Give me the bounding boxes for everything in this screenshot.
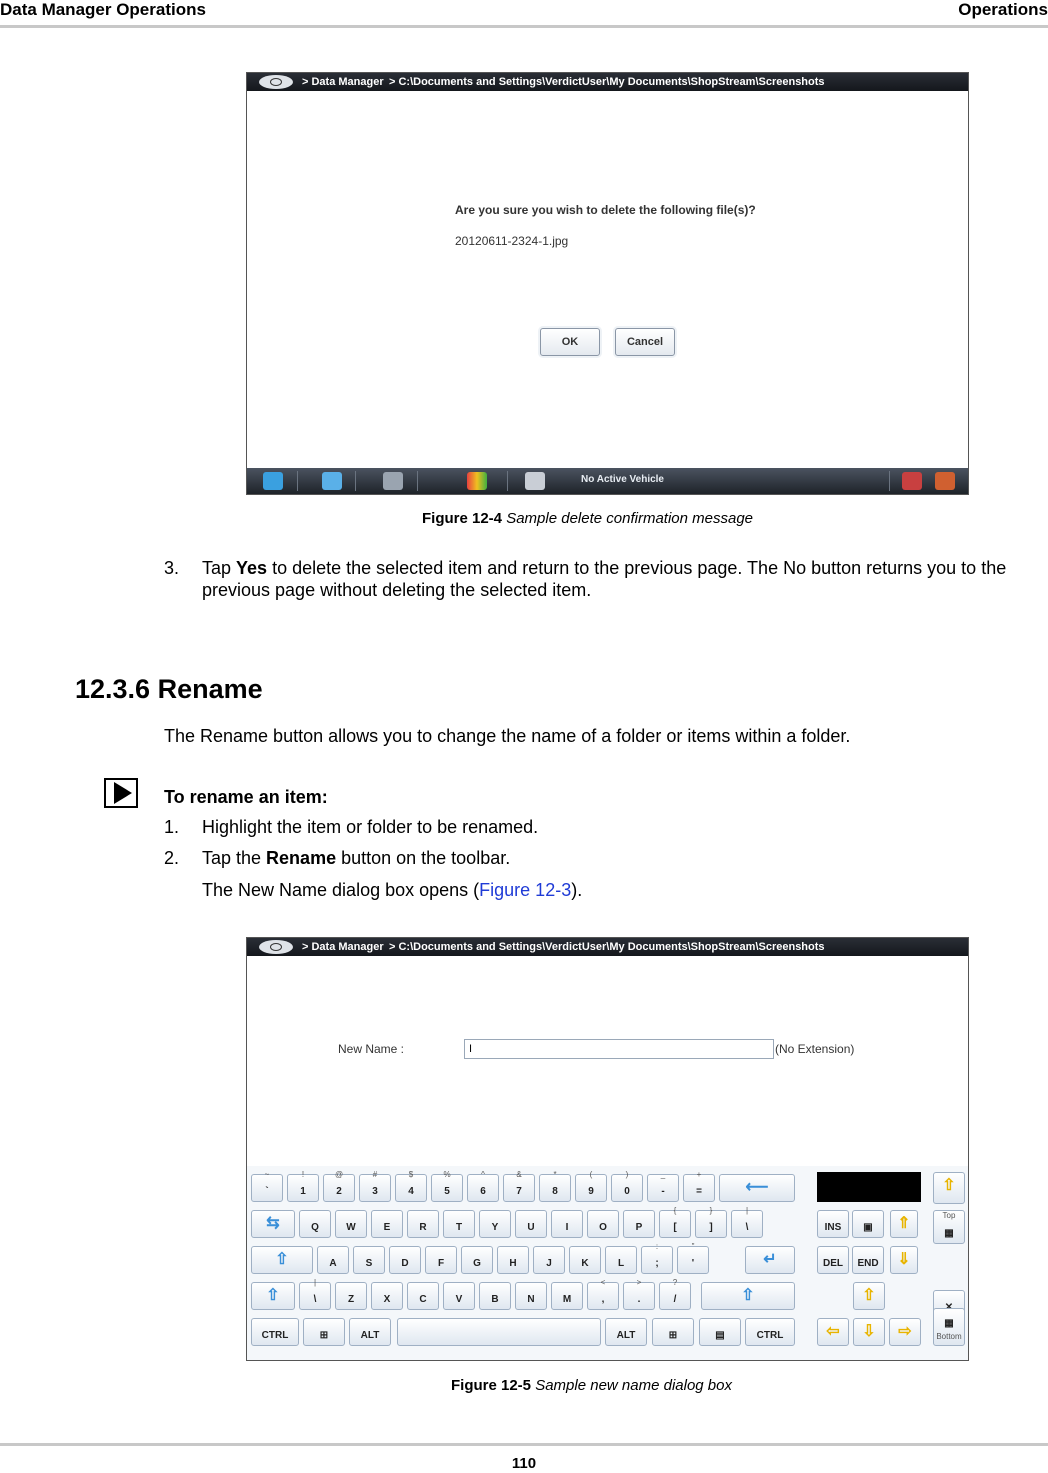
backspace-key[interactable]: ⟵ — [719, 1174, 795, 1202]
key-shift-char: } — [709, 1206, 713, 1215]
key-main-char: , — [601, 1294, 605, 1305]
right-alt-key[interactable]: ALT — [605, 1318, 647, 1346]
step-2-text — [202, 847, 510, 869]
scroll-up-key[interactable]: ⇑ — [890, 1210, 918, 1238]
key-main-char: [ — [673, 1222, 677, 1233]
caps-lock-key[interactable]: ⇧ — [251, 1246, 313, 1274]
key-shift-char: " — [691, 1242, 695, 1251]
key-v[interactable]: V — [443, 1282, 475, 1310]
step-text-start: Tap — [202, 558, 237, 578]
key-main-char: 9 — [588, 1186, 594, 1197]
key-k[interactable]: K — [569, 1246, 601, 1274]
figure-12-4-caption — [422, 510, 753, 527]
key-l[interactable]: L — [605, 1246, 637, 1274]
key-shift-char: % — [443, 1170, 451, 1179]
step-text-start: Tap the — [202, 848, 267, 868]
cancel-button[interactable]: Cancel — [615, 328, 675, 356]
key-shift-char: # — [372, 1170, 378, 1179]
caption-text: Sample delete confirmation message — [506, 510, 753, 527]
key-shift-char: | — [313, 1278, 317, 1287]
key-shift-char: < — [600, 1278, 606, 1287]
connection-icon[interactable] — [935, 472, 955, 490]
key-shift-char: $ — [408, 1170, 414, 1179]
key-6[interactable] — [467, 1170, 499, 1202]
key-sym[interactable] — [695, 1206, 727, 1238]
key-c[interactable]: C — [407, 1282, 439, 1310]
arrow-right-key[interactable]: ⇨ — [889, 1318, 921, 1346]
breadcrumb: > Data Manager — [302, 941, 384, 953]
top-label: Top — [942, 1211, 956, 1220]
result-text-end: ). — [571, 880, 583, 900]
step-text-end: button on the toolbar. — [336, 848, 511, 868]
key-shift-char: ) — [625, 1170, 629, 1179]
delete-filename: 20120611-2324-1.jpg — [455, 234, 569, 248]
snapon-logo-icon — [259, 940, 293, 954]
key-main-char: 1 — [300, 1186, 306, 1197]
wifi-icon[interactable] — [902, 472, 922, 490]
screenshot-key[interactable]: ▣ — [852, 1210, 884, 1238]
step-text-end: to delete the selected item and return to the previous page. The No button returns you to the previous page without deleting the selected item. — [202, 558, 1007, 600]
top-key[interactable]: Top ▦ — [933, 1210, 965, 1244]
key-5[interactable] — [431, 1170, 463, 1202]
breadcrumb-path: > C:\Documents and Settings\VerdictUser\My Documents\ShopStream\Screenshots — [389, 76, 825, 88]
key-p[interactable]: P — [623, 1210, 655, 1238]
vehicle-icon[interactable] — [525, 472, 545, 490]
bottom-label: Bottom — [936, 1332, 962, 1341]
new-name-input[interactable] — [464, 1039, 774, 1059]
key-sym[interactable] — [683, 1170, 715, 1202]
result-text-start: The New Name dialog box opens ( — [202, 880, 480, 900]
vehicle-status: No Active Vehicle — [581, 474, 664, 485]
onscreen-keyboard — [247, 1166, 968, 1360]
key-main-char: 6 — [480, 1186, 486, 1197]
key-main-char: ] — [709, 1222, 713, 1233]
key-b[interactable]: B — [479, 1282, 511, 1310]
key-sym[interactable] — [251, 1170, 283, 1202]
scanner-icon[interactable] — [322, 472, 342, 490]
key-u[interactable]: U — [515, 1210, 547, 1238]
key-sym[interactable] — [299, 1278, 331, 1310]
key-main-char: \ — [745, 1222, 749, 1233]
caption-text: Sample new name dialog box — [535, 1377, 732, 1394]
key-z[interactable]: Z — [335, 1282, 367, 1310]
taskbar-divider — [889, 471, 890, 491]
key-sym[interactable] — [641, 1242, 673, 1274]
key-r[interactable]: R — [407, 1210, 439, 1238]
running-header-right: Operations — [958, 0, 1048, 19]
home-icon[interactable] — [263, 472, 283, 490]
scroll-down-key[interactable]: ⇓ — [890, 1246, 918, 1274]
key-i[interactable]: I — [551, 1210, 583, 1238]
key-x[interactable]: X — [371, 1282, 403, 1310]
key-main-char: 0 — [624, 1186, 630, 1197]
left-shift-key[interactable]: ⇧ — [251, 1282, 295, 1310]
step-number: 3. — [164, 558, 180, 578]
page-up-key[interactable]: ⇧ — [933, 1172, 965, 1204]
page-number: 110 — [511, 1455, 537, 1472]
key-shift-char: ~ — [264, 1170, 270, 1179]
key-sym[interactable] — [659, 1206, 691, 1238]
step-3-text — [202, 557, 1034, 601]
keyboard-display — [817, 1172, 921, 1202]
rename-term: Rename — [266, 848, 337, 868]
key-sym[interactable] — [731, 1206, 763, 1238]
key-sym[interactable] — [659, 1278, 691, 1310]
key-sym[interactable] — [677, 1242, 709, 1274]
key-main-char: ; — [655, 1258, 659, 1269]
key-main-char: - — [661, 1186, 665, 1197]
step-number: 2. — [164, 848, 180, 868]
header-rule — [0, 25, 1048, 28]
ins-key[interactable]: INS — [817, 1210, 849, 1238]
figure-link[interactable]: Figure 12-3 — [479, 880, 572, 900]
ok-button[interactable]: OK — [540, 328, 600, 356]
key-9[interactable] — [575, 1170, 607, 1202]
key-main-char: 4 — [408, 1186, 414, 1197]
key-y[interactable]: Y — [479, 1210, 511, 1238]
key-shift-char: > — [636, 1278, 642, 1287]
bottom-key[interactable]: ▦ Bottom — [933, 1308, 965, 1346]
windows-key[interactable]: ⊞ — [652, 1318, 694, 1346]
key-0[interactable] — [611, 1170, 643, 1202]
key-a[interactable]: A — [317, 1246, 349, 1274]
step-1-text: Highlight the item or folder to be renamed. — [202, 817, 539, 837]
key-main-char: = — [696, 1186, 702, 1197]
key-shift-char: | — [745, 1206, 749, 1215]
figure-12-5-caption — [451, 1377, 732, 1394]
key-3[interactable] — [359, 1170, 391, 1202]
key-7[interactable] — [503, 1170, 535, 1202]
key-main-char: 2 — [336, 1186, 342, 1197]
left-ctrl-key[interactable]: CTRL — [251, 1318, 299, 1346]
breadcrumb: > Data Manager — [302, 76, 384, 88]
end-key[interactable]: END — [852, 1246, 884, 1274]
title-bar — [247, 73, 968, 91]
right-ctrl-key[interactable]: CTRL — [745, 1318, 795, 1346]
key-main-char: ' — [691, 1258, 695, 1269]
key-8[interactable] — [539, 1170, 571, 1202]
right-shift-key[interactable]: ⇧ — [701, 1282, 795, 1310]
key-d[interactable]: D — [389, 1246, 421, 1274]
key-main-char: 3 — [372, 1186, 378, 1197]
key-shift-char: ( — [589, 1170, 593, 1179]
key-q[interactable]: Q — [299, 1210, 331, 1238]
key-main-char: \ — [313, 1294, 317, 1305]
key-main-char: / — [673, 1294, 677, 1305]
yes-term: Yes — [236, 558, 268, 578]
key-main-char: 8 — [552, 1186, 558, 1197]
key-sym[interactable] — [623, 1278, 655, 1310]
meter-icon[interactable] — [467, 472, 487, 490]
key-sym[interactable] — [587, 1278, 619, 1310]
key-f[interactable]: F — [425, 1246, 457, 1274]
key-shift-char: @ — [334, 1170, 344, 1179]
key-shift-char: ? — [672, 1278, 678, 1287]
section-intro: The Rename button allows you to change the name of a folder or items within a folder. — [164, 726, 851, 746]
key-main-char: 7 — [516, 1186, 522, 1197]
key-o[interactable]: O — [587, 1210, 619, 1238]
procedure-title: To rename an item: — [164, 787, 328, 807]
left-alt-key[interactable]: ALT — [349, 1318, 391, 1346]
taskbar-divider — [507, 471, 508, 491]
taskbar-divider — [297, 471, 298, 491]
key-main-char: . — [637, 1294, 641, 1305]
key-h[interactable]: H — [497, 1246, 529, 1274]
caption-label: Figure 12-5 — [451, 1377, 532, 1394]
key-n[interactable]: N — [515, 1282, 547, 1310]
step-number: 1. — [164, 817, 180, 837]
taskbar-divider — [417, 471, 418, 491]
figure-new-name-dialog — [246, 937, 969, 1361]
key-shift-char: * — [553, 1170, 557, 1179]
new-name-label: New Name : — [338, 1042, 405, 1056]
key-shift-char: & — [516, 1170, 522, 1179]
delete-question: Are you sure you wish to delete the following file(s)? — [455, 203, 756, 217]
taskbar-divider — [355, 471, 356, 491]
key-e[interactable]: E — [371, 1210, 403, 1238]
footer-rule — [0, 1443, 1048, 1446]
arrow-up-key[interactable]: ⇧ — [853, 1282, 885, 1310]
snapon-logo-icon — [259, 75, 293, 89]
figure-delete-confirmation — [246, 72, 969, 495]
data-manager-icon[interactable] — [383, 472, 403, 490]
key-1[interactable] — [287, 1170, 319, 1202]
windows-key[interactable]: ⊞ — [303, 1318, 345, 1346]
arrow-left-key[interactable]: ⇦ — [817, 1318, 849, 1346]
key-shift-char: ! — [301, 1170, 305, 1179]
extension-note: (No Extension) — [775, 1042, 855, 1056]
key-t[interactable]: T — [443, 1210, 475, 1238]
arrow-down-key[interactable]: ⇩ — [853, 1318, 885, 1346]
key-sym[interactable] — [647, 1170, 679, 1202]
key-j[interactable]: J — [533, 1246, 565, 1274]
key-shift-char: + — [696, 1170, 702, 1179]
key-m[interactable]: M — [551, 1282, 583, 1310]
running-header-left: Data Manager Operations — [0, 0, 206, 19]
section-heading: 12.3.6 Rename — [75, 674, 263, 704]
caption-label: Figure 12-4 — [422, 510, 503, 527]
step-2-result — [202, 879, 582, 901]
key-shift-char: { — [673, 1206, 677, 1215]
key-4[interactable] — [395, 1170, 427, 1202]
procedure-arrow-icon — [104, 778, 138, 808]
key-shift-char: _ — [660, 1170, 666, 1179]
key-2[interactable] — [323, 1170, 355, 1202]
key-main-char: ` — [265, 1186, 269, 1197]
taskbar — [247, 468, 968, 494]
title-bar — [247, 938, 968, 956]
key-w[interactable]: W — [335, 1210, 367, 1238]
del-key[interactable]: DEL — [817, 1246, 849, 1274]
space-bar[interactable] — [397, 1318, 601, 1346]
enter-key[interactable]: ↵ — [745, 1246, 795, 1274]
key-g[interactable]: G — [461, 1246, 493, 1274]
menu-key[interactable]: ▤ — [699, 1318, 741, 1346]
key-shift-char: : — [655, 1242, 659, 1251]
tab-key[interactable]: ⇆ — [251, 1210, 295, 1238]
breadcrumb-path: > C:\Documents and Settings\VerdictUser\My Documents\ShopStream\Screenshots — [389, 941, 825, 953]
key-s[interactable]: S — [353, 1246, 385, 1274]
key-shift-char: ^ — [481, 1170, 485, 1179]
key-main-char: 5 — [444, 1186, 450, 1197]
